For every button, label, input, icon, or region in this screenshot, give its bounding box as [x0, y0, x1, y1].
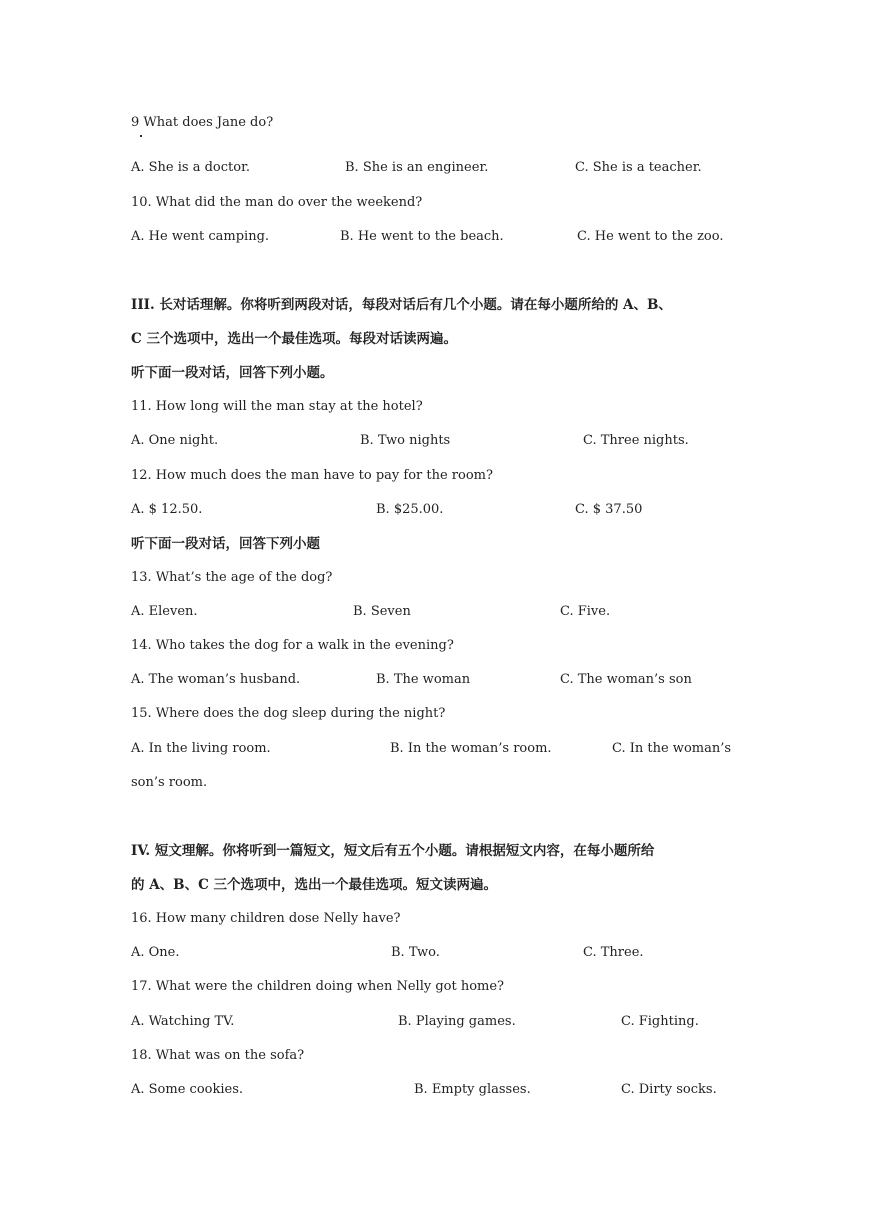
q11-option-a: A. One night.	[131, 433, 219, 448]
question-12: 12. How much does the man have to pay for the room?	[131, 468, 493, 483]
q17-option-c: C. Fighting.	[621, 1014, 699, 1029]
q12-option-c: C. $ 37.50	[575, 502, 643, 517]
question-10: 10. What did the man do over the weekend?	[131, 195, 423, 210]
q12-option-a: A. $ 12.50.	[131, 502, 203, 517]
section-3-heading-line1: III. 长对话理解。你将听到两段对话，每段对话后有几个小题。请在每小题所给的 A、B、	[131, 297, 672, 313]
q14-option-b: B. The woman	[376, 672, 471, 687]
q9-option-a: A. She is a doctor.	[131, 160, 250, 175]
section-3-heading-line2: C 三个选项中，选出一个最佳选项。每段对话读两遍。	[131, 331, 457, 347]
question-9: 9 What does Jane do?	[131, 115, 274, 130]
q10-option-c: C. He went to the zoo.	[577, 229, 724, 244]
q16-option-b: B. Two.	[391, 945, 440, 960]
question-11: 11. How long will the man stay at the hotel?	[131, 399, 423, 414]
q14-option-a: A. The woman’s husband.	[131, 672, 301, 687]
q16-option-a: A. One.	[131, 945, 180, 960]
q18-option-a: A. Some cookies.	[131, 1082, 244, 1097]
q15-option-b: B. In the woman’s room.	[390, 741, 552, 756]
section-3-subheading-2: 听下面一段对话，回答下列小题	[131, 536, 320, 552]
q11-option-b: B. Two nights	[360, 433, 451, 448]
q10-option-a: A. He went camping.	[131, 229, 270, 244]
section-3-subheading-1: 听下面一段对话，回答下列小题。	[131, 365, 334, 381]
q11-option-c: C. Three nights.	[583, 433, 689, 448]
question-16: 16. How many children dose Nelly have?	[131, 911, 401, 926]
section-4-heading-line2: 的 A、B、C 三个选项中，选出一个最佳选项。短文读两遍。	[131, 877, 498, 893]
question-14: 14. Who takes the dog for a walk in the evening?	[131, 638, 454, 653]
q18-option-c: C. Dirty socks.	[621, 1082, 717, 1097]
q9-option-c: C. She is a teacher.	[575, 160, 702, 175]
q17-option-a: A. Watching TV.	[131, 1014, 235, 1029]
q13-option-c: C. Five.	[560, 604, 611, 619]
q9-option-b: B. She is an engineer.	[345, 160, 489, 175]
q15-option-a: A. In the living room.	[131, 741, 271, 756]
q17-option-b: B. Playing games.	[398, 1014, 516, 1029]
q10-option-b: B. He went to the beach.	[340, 229, 504, 244]
stray-dot	[140, 135, 142, 137]
q13-option-a: A. Eleven.	[131, 604, 198, 619]
q14-option-c: C. The woman’s son	[560, 672, 692, 687]
question-17: 17. What were the children doing when Nelly got home?	[131, 979, 505, 994]
q13-option-b: B. Seven	[353, 604, 411, 619]
section-4-heading-line1: IV. 短文理解。你将听到一篇短文，短文后有五个小题。请根据短文内容，在每小题所给	[131, 843, 655, 859]
question-13: 13. What’s the age of the dog?	[131, 570, 333, 585]
question-15: 15. Where does the dog sleep during the night?	[131, 706, 446, 721]
q16-option-c: C. Three.	[583, 945, 644, 960]
q18-option-b: B. Empty glasses.	[414, 1082, 531, 1097]
question-18: 18. What was on the sofa?	[131, 1048, 305, 1063]
q15-option-c-continued: son’s room.	[131, 775, 208, 790]
q15-option-c: C. In the woman’s	[612, 741, 732, 756]
q12-option-b: B. $25.00.	[376, 502, 444, 517]
